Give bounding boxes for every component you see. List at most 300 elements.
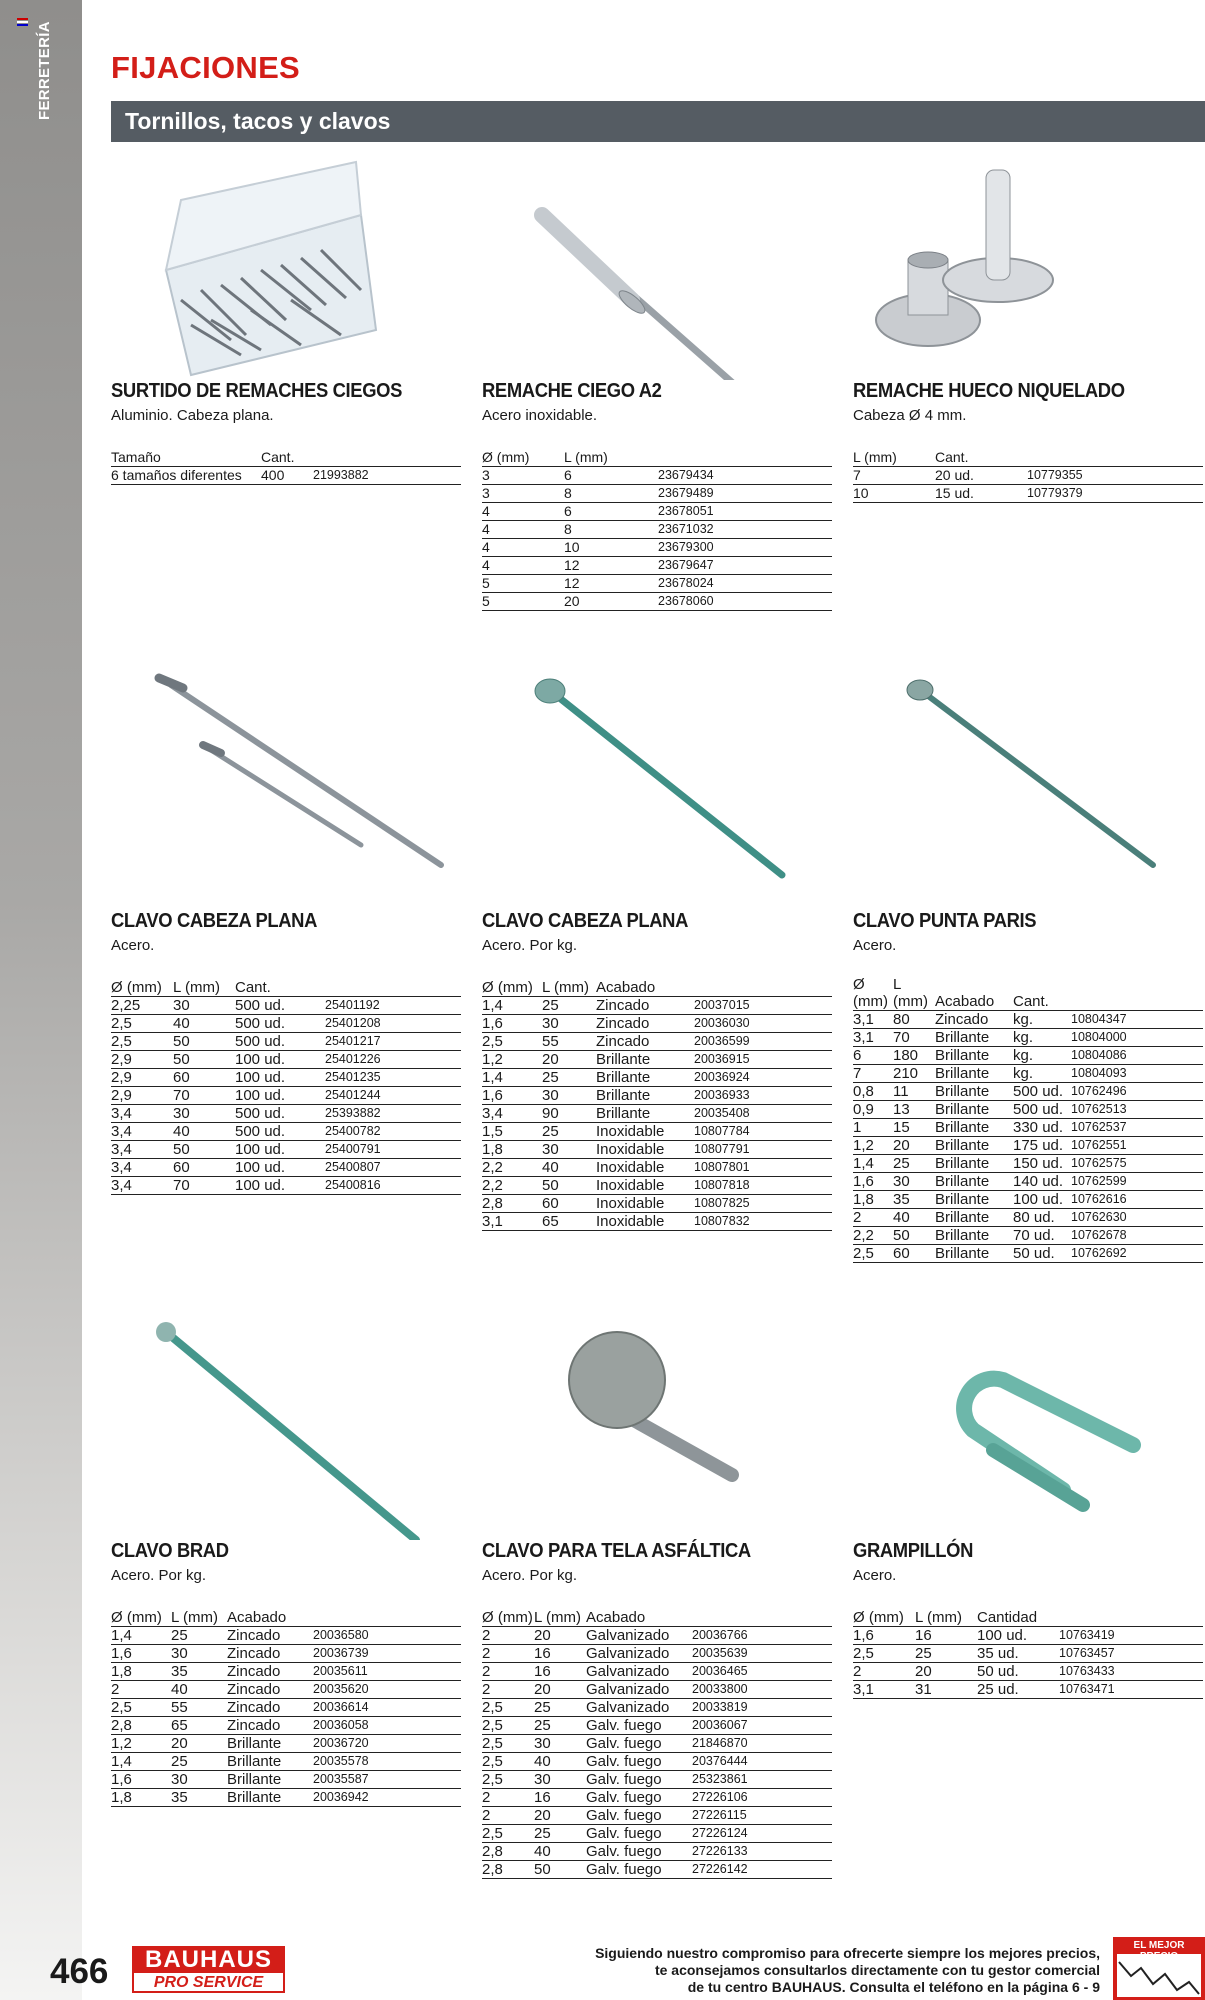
table-row: [111, 1735, 461, 1753]
table-cell: 500 ud.: [235, 1105, 325, 1123]
table-cell: 35: [893, 1191, 935, 1209]
table-cell: 1,6: [853, 1173, 893, 1191]
table-cell: 30: [534, 1735, 586, 1753]
column-header: Tamaño: [111, 449, 261, 467]
table-cell: 70: [173, 1087, 235, 1105]
spec-table: [853, 1609, 1203, 1699]
table-cell: Brillante: [935, 1245, 1013, 1263]
table-cell: 3,4: [482, 1105, 542, 1123]
badge-label: EL MEJOR: [1133, 1940, 1185, 1951]
article-code: 20036580: [313, 1627, 461, 1645]
table-row: [482, 1699, 832, 1717]
table-row: [111, 1663, 461, 1681]
article-code: 10804347: [1071, 1011, 1203, 1029]
product-description: Cabeza Ø 4 mm.: [853, 407, 967, 424]
table-cell: 50 ud.: [1013, 1245, 1071, 1263]
table-cell: Brillante: [227, 1789, 313, 1807]
article-code: 20033819: [692, 1699, 832, 1717]
table-cell: 80: [893, 1011, 935, 1029]
table-row: [482, 1681, 832, 1699]
article-code: 23679647: [658, 557, 832, 575]
table-cell: 40: [893, 1209, 935, 1227]
table-cell: 2,5: [482, 1771, 534, 1789]
table-cell: 2: [853, 1209, 893, 1227]
product-remache-hueco: [853, 150, 1205, 503]
table-row: [482, 1195, 832, 1213]
article-code: 25400807: [325, 1159, 461, 1177]
table-cell: Zincado: [227, 1717, 313, 1735]
column-header: Cant.: [1013, 976, 1071, 1011]
article-code: 20035639: [692, 1645, 832, 1663]
article-code: 20037015: [694, 997, 832, 1015]
article-code: 23678060: [658, 593, 832, 611]
column-header: Ø (mm): [482, 1609, 533, 1626]
table-cell: 55: [171, 1699, 227, 1717]
table-cell: 1,2: [853, 1137, 893, 1155]
table-cell: 25: [542, 997, 596, 1015]
table-cell: 2,5: [482, 1699, 534, 1717]
spec-table: [853, 449, 1203, 503]
article-code: 20036739: [313, 1645, 461, 1663]
table-cell: 16: [534, 1789, 586, 1807]
table-row: [853, 1227, 1203, 1245]
article-code: 10762616: [1071, 1191, 1203, 1209]
table-cell: 2: [482, 1645, 534, 1663]
table-cell: Zincado: [227, 1627, 313, 1645]
table-row: [482, 593, 832, 611]
article-code: 10763419: [1059, 1627, 1203, 1645]
table-cell: 2,5: [111, 1015, 173, 1033]
table-cell: 60: [542, 1195, 596, 1213]
table-cell: 30: [173, 997, 235, 1015]
table-cell: Brillante: [935, 1083, 1013, 1101]
hollow-rivet-icon: [853, 150, 1205, 380]
table-cell: Brillante: [935, 1119, 1013, 1137]
table-cell: 7: [853, 467, 935, 485]
table-cell: 6: [564, 503, 658, 521]
column-header: Ø (mm): [111, 979, 173, 997]
article-code: 10762513: [1071, 1101, 1203, 1119]
table-row: [111, 1699, 461, 1717]
table-cell: Zincado: [596, 997, 694, 1015]
blind-rivet-icon: [482, 150, 834, 380]
table-cell: 50: [893, 1227, 935, 1245]
article-code: 10804093: [1071, 1065, 1203, 1083]
table-cell: 35: [171, 1789, 227, 1807]
column-header: Ø (mm): [111, 1609, 171, 1627]
table-row: [482, 1087, 832, 1105]
table-cell: 4: [482, 503, 564, 521]
product-name: CLAVO PARA TELA ASFÁLTICA: [482, 1540, 751, 1562]
table-cell: 3: [482, 485, 564, 503]
article-code: 20036067: [692, 1717, 832, 1735]
table-cell: 150 ud.: [1013, 1155, 1071, 1173]
article-code: 10762496: [1071, 1083, 1203, 1101]
table-row: [853, 1029, 1203, 1047]
brad-nail-icon: [111, 1290, 463, 1540]
article-code: 25393882: [325, 1105, 461, 1123]
table-cell: Galvanizado: [586, 1645, 692, 1663]
flag-icon: [17, 18, 28, 26]
product-description: Acero.: [853, 937, 897, 954]
column-header: L (mm): [893, 976, 935, 1011]
column-header: Acabado: [935, 976, 1013, 1011]
table-cell: Brillante: [227, 1753, 313, 1771]
table-cell: 25: [534, 1699, 586, 1717]
table-cell: Brillante: [935, 1029, 1013, 1047]
article-code: 27226115: [692, 1807, 832, 1825]
table-row: [482, 467, 832, 485]
table-cell: 6: [853, 1047, 893, 1065]
table-cell: 2,8: [482, 1843, 534, 1861]
article-code: 25400782: [325, 1123, 461, 1141]
article-code: 10763457: [1059, 1645, 1203, 1663]
table-cell: 1,4: [111, 1753, 171, 1771]
table-cell: 20: [534, 1627, 586, 1645]
table-cell: 70: [893, 1029, 935, 1047]
table-cell: 2: [482, 1627, 534, 1645]
table-cell: 12: [564, 557, 658, 575]
article-code: 10804000: [1071, 1029, 1203, 1047]
product-surtido-remaches: [111, 150, 463, 485]
table-cell: Zincado: [935, 1011, 1013, 1029]
table-cell: 70: [173, 1177, 235, 1195]
table-cell: 4: [482, 521, 564, 539]
table-cell: Zincado: [596, 1015, 694, 1033]
table-cell: kg.: [1013, 1047, 1071, 1065]
table-cell: 10: [853, 485, 935, 503]
table-cell: Inoxidable: [596, 1141, 694, 1159]
article-code: 20035611: [313, 1663, 461, 1681]
table-cell: 1,2: [111, 1735, 171, 1753]
table-cell: Brillante: [227, 1735, 313, 1753]
article-code: 20036942: [313, 1789, 461, 1807]
table-cell: 30: [542, 1141, 596, 1159]
table-cell: 100 ud.: [235, 1087, 325, 1105]
table-cell: 0,9: [853, 1101, 893, 1119]
table-row: [482, 1825, 832, 1843]
table-cell: 100 ud.: [235, 1051, 325, 1069]
table-header-row: [111, 449, 461, 467]
column-header: [692, 1609, 832, 1627]
roofing-nail-icon: [482, 1290, 834, 1540]
table-cell: 20: [534, 1681, 586, 1699]
table-cell: 16: [534, 1663, 586, 1681]
table-row: [111, 1753, 461, 1771]
table-cell: 25: [893, 1155, 935, 1173]
article-code: 20035408: [694, 1105, 832, 1123]
table-cell: Galv. fuego: [586, 1753, 692, 1771]
article-code: 25400791: [325, 1141, 461, 1159]
table-cell: 20: [171, 1735, 227, 1753]
table-row: [853, 1137, 1203, 1155]
table-cell: 180: [893, 1047, 935, 1065]
spec-table: [111, 449, 461, 485]
article-code: 20036614: [313, 1699, 461, 1717]
table-header-row: [111, 1609, 461, 1627]
table-cell: 2,2: [853, 1227, 893, 1245]
product-description: Acero inoxidable.: [482, 407, 598, 424]
table-cell: 20 ud.: [935, 467, 1027, 485]
article-code: 23678024: [658, 575, 832, 593]
table-cell: 25: [534, 1717, 586, 1735]
table-cell: 2: [482, 1681, 534, 1699]
column-header: [694, 979, 832, 997]
article-code: 20036599: [694, 1033, 832, 1051]
column-header: Acabado: [227, 1609, 313, 1627]
article-code: 23679300: [658, 539, 832, 557]
product-description: Acero.: [111, 937, 155, 954]
table-cell: 40: [173, 1015, 235, 1033]
table-header-row: [853, 449, 1203, 467]
table-cell: Brillante: [935, 1209, 1013, 1227]
article-code: 10779379: [1027, 485, 1203, 503]
footer-line: te aconsejamos consultarlos directamente con tu gestor comercial: [654, 1962, 1100, 1978]
table-row: [482, 521, 832, 539]
product-name: REMACHE CIEGO A2: [482, 380, 662, 402]
table-cell: 2: [853, 1663, 915, 1681]
article-code: 20036766: [692, 1627, 832, 1645]
table-cell: 2,5: [482, 1753, 534, 1771]
table-row: [482, 1033, 832, 1051]
article-code: 25401208: [325, 1015, 461, 1033]
article-code: 20036720: [313, 1735, 461, 1753]
table-row: [482, 1213, 832, 1231]
product-clavo-cabeza-plana: [111, 670, 463, 1195]
table-cell: 65: [542, 1213, 596, 1231]
product-name: REMACHE HUECO NIQUELADO: [853, 380, 1125, 402]
table-cell: 40: [534, 1753, 586, 1771]
table-cell: Inoxidable: [596, 1177, 694, 1195]
flat-head-nails-icon: [111, 660, 463, 910]
table-cell: 1,6: [853, 1627, 915, 1645]
table-cell: 80 ud.: [1013, 1209, 1071, 1227]
product-description: Acero. Por kg.: [482, 937, 578, 954]
table-cell: 3,1: [853, 1681, 915, 1699]
table-cell: 3,4: [111, 1159, 173, 1177]
table-cell: 100 ud.: [235, 1141, 325, 1159]
table-cell: 100 ud.: [235, 1069, 325, 1087]
side-band: [0, 0, 82, 2000]
table-row: [482, 1069, 832, 1087]
article-code: 10807801: [694, 1159, 832, 1177]
table-row: [482, 1735, 832, 1753]
table-cell: 2,5: [111, 1033, 173, 1051]
table-row: [853, 1209, 1203, 1227]
table-cell: 20: [893, 1137, 935, 1155]
article-code: 20036924: [694, 1069, 832, 1087]
table-cell: Brillante: [935, 1191, 1013, 1209]
table-row: [111, 1159, 461, 1177]
table-cell: 7: [853, 1065, 893, 1083]
table-row: [482, 485, 832, 503]
table-cell: 1,4: [482, 997, 542, 1015]
table-row: [111, 1177, 461, 1195]
article-code: 25401226: [325, 1051, 461, 1069]
article-code: 10807818: [694, 1177, 832, 1195]
column-header: Cant.: [235, 979, 325, 997]
article-code: 21993882: [313, 467, 461, 485]
table-row: [111, 1087, 461, 1105]
table-cell: 1,6: [482, 1087, 542, 1105]
table-cell: 15 ud.: [935, 485, 1027, 503]
table-cell: 3,4: [111, 1177, 173, 1195]
table-cell: 60: [173, 1159, 235, 1177]
table-cell: 4: [482, 539, 564, 557]
product-clavo-brad: [111, 1300, 463, 1807]
article-code: 10763471: [1059, 1681, 1203, 1699]
table-row: [111, 467, 461, 485]
table-cell: 2,2: [482, 1177, 542, 1195]
article-code: 20035620: [313, 1681, 461, 1699]
column-header: [1059, 1609, 1203, 1627]
table-cell: 40: [542, 1159, 596, 1177]
table-row: [853, 1155, 1203, 1173]
table-row: [111, 1069, 461, 1087]
table-cell: 4: [482, 557, 564, 575]
table-cell: 500 ud.: [235, 1123, 325, 1141]
page-number: 466: [50, 1952, 109, 1991]
table-cell: 140 ud.: [1013, 1173, 1071, 1191]
table-row: [482, 1717, 832, 1735]
table-cell: Galv. fuego: [586, 1825, 692, 1843]
table-cell: 30: [171, 1771, 227, 1789]
table-cell: 500 ud.: [235, 1033, 325, 1051]
spec-table: [482, 1609, 832, 1879]
table-cell: 2,5: [482, 1717, 534, 1735]
table-row: [111, 1015, 461, 1033]
table-cell: 3: [482, 467, 564, 485]
table-cell: 100 ud.: [235, 1159, 325, 1177]
article-code: 20035587: [313, 1771, 461, 1789]
column-header: Ø (mm): [482, 979, 542, 997]
footer-note: [560, 1945, 1100, 1996]
column-header: [1071, 976, 1203, 1011]
article-code: 23671032: [658, 521, 832, 539]
table-row: [111, 997, 461, 1015]
table-cell: Galv. fuego: [586, 1735, 692, 1753]
article-code: 10762537: [1071, 1119, 1203, 1137]
table-cell: Galv. fuego: [586, 1861, 692, 1879]
column-header: L (mm): [853, 449, 935, 467]
table-cell: Zincado: [227, 1663, 313, 1681]
table-cell: 1,2: [482, 1051, 542, 1069]
spec-table: [482, 979, 832, 1231]
product-name: CLAVO BRAD: [111, 1540, 229, 1562]
product-clavo-punta-paris: [853, 670, 1205, 1263]
table-cell: 40: [534, 1843, 586, 1861]
column-header: L (mm): [534, 1609, 586, 1627]
table-cell: 2,5: [482, 1825, 534, 1843]
table-cell: 1,8: [111, 1789, 171, 1807]
table-cell: 25 ud.: [977, 1681, 1059, 1699]
article-code: 23679489: [658, 485, 832, 503]
table-cell: Inoxidable: [596, 1195, 694, 1213]
table-cell: Galv. fuego: [586, 1771, 692, 1789]
table-row: [111, 1123, 461, 1141]
table-cell: 2,9: [111, 1051, 173, 1069]
table-row: [482, 1789, 832, 1807]
table-row: [853, 485, 1203, 503]
table-row: [482, 1159, 832, 1177]
table-cell: 25: [171, 1753, 227, 1771]
table-cell: Brillante: [935, 1227, 1013, 1245]
table-cell: 2,9: [111, 1069, 173, 1087]
table-cell: 50: [173, 1033, 235, 1051]
table-cell: 15: [893, 1119, 935, 1137]
product-description: Acero.: [853, 1567, 897, 1584]
table-cell: 40: [171, 1681, 227, 1699]
product-name: CLAVO PUNTA PARIS: [853, 910, 1037, 932]
table-cell: 3,1: [853, 1011, 893, 1029]
table-cell: Brillante: [227, 1771, 313, 1789]
table-row: [482, 1015, 832, 1033]
table-cell: 5: [482, 575, 564, 593]
table-cell: 3,1: [853, 1029, 893, 1047]
table-row: [111, 1771, 461, 1789]
table-cell: 100 ud.: [977, 1627, 1059, 1645]
paris-point-nail-icon: [853, 660, 1205, 910]
table-cell: 330 ud.: [1013, 1119, 1071, 1137]
table-cell: Inoxidable: [596, 1123, 694, 1141]
table-cell: 65: [171, 1717, 227, 1735]
section-title: Tornillos, tacos y clavos: [125, 108, 391, 134]
spec-table: [111, 979, 461, 1195]
table-cell: 1,4: [482, 1069, 542, 1087]
table-cell: 1,5: [482, 1123, 542, 1141]
table-cell: 30: [542, 1087, 596, 1105]
product-grampillon: [853, 1300, 1205, 1699]
table-cell: 40: [173, 1123, 235, 1141]
table-cell: Galv. fuego: [586, 1789, 692, 1807]
table-cell: 30: [893, 1173, 935, 1191]
article-code: 20036058: [313, 1717, 461, 1735]
table-cell: 12: [564, 575, 658, 593]
article-code: 10807784: [694, 1123, 832, 1141]
table-row: [482, 1105, 832, 1123]
table-row: [482, 1051, 832, 1069]
side-category-label: FERRETERÍA: [36, 21, 53, 120]
table-cell: 2,8: [482, 1861, 534, 1879]
article-code: 25401217: [325, 1033, 461, 1051]
article-code: 27226142: [692, 1861, 832, 1879]
table-cell: 25: [542, 1123, 596, 1141]
article-code: 25323861: [692, 1771, 832, 1789]
table-cell: 6: [564, 467, 658, 485]
table-cell: 3,1: [482, 1213, 542, 1231]
table-cell: 100 ud.: [235, 1177, 325, 1195]
brand-name: BAUHAUS: [132, 1946, 285, 1973]
table-cell: 2,8: [482, 1195, 542, 1213]
article-code: 25401244: [325, 1087, 461, 1105]
article-code: 20376444: [692, 1753, 832, 1771]
table-cell: 2,5: [853, 1245, 893, 1263]
table-cell: Inoxidable: [596, 1213, 694, 1231]
table-row: [482, 539, 832, 557]
table-row: [482, 575, 832, 593]
table-cell: 400: [261, 467, 313, 485]
table-cell: Brillante: [935, 1065, 1013, 1083]
table-cell: 6 tamaños diferentes: [111, 467, 261, 485]
section-bar: [111, 101, 1205, 142]
product-clavo-tela-asfaltica: [482, 1300, 834, 1879]
table-cell: kg.: [1013, 1029, 1071, 1047]
table-cell: Galv. fuego: [586, 1807, 692, 1825]
table-row: [111, 1141, 461, 1159]
table-cell: 2: [482, 1807, 534, 1825]
article-code: 10807825: [694, 1195, 832, 1213]
table-cell: 175 ud.: [1013, 1137, 1071, 1155]
